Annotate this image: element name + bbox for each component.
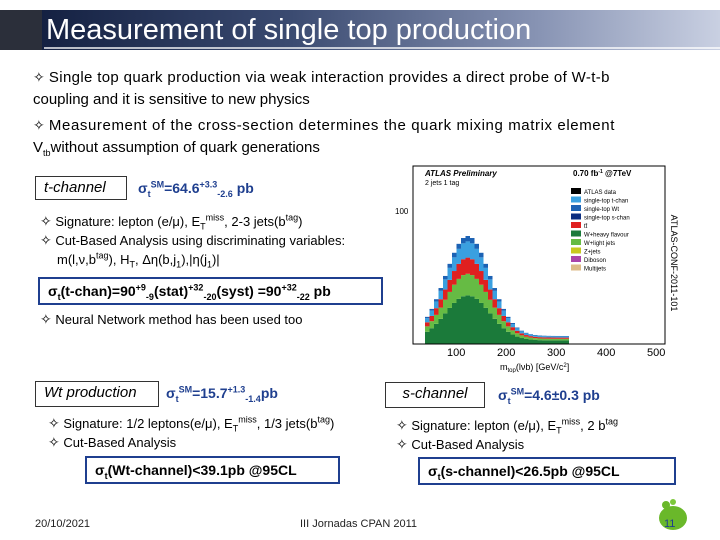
histogram-bar [425, 332, 430, 344]
histogram-bar [488, 313, 493, 344]
legend-entry: single-top t-chan [584, 198, 629, 205]
histogram-bar [524, 333, 529, 334]
histogram-bar [484, 292, 489, 308]
wt-sm-xsec: $\sigma_t℠=15.7^{+1.3}_{-1.4}pb$ [166, 384, 278, 404]
histogram-bar [538, 336, 543, 337]
bullet-star-icon: ✧ [396, 436, 408, 452]
histogram-bar [439, 308, 444, 319]
bullet-star-icon: ✧ [40, 311, 52, 327]
histogram-bar [556, 339, 561, 341]
bullet-star-icon: ✧ [40, 232, 52, 248]
histogram-bar [461, 275, 466, 296]
intro-bullet-1: ✧ Single top quark production via weak interaction provides a direct probe of W-t-b coupling and it is sensitive to new physics [33, 69, 610, 108]
histogram-bar [538, 337, 543, 338]
x-tick-label: 200 [497, 347, 516, 359]
s-channel-label-box: s-channel [385, 382, 485, 408]
bullet-star-icon: ✧ [48, 415, 60, 431]
histogram-bar [430, 311, 435, 316]
plot-header-right: 0.70 $fb^{-1}$ @7TeV [573, 169, 632, 178]
histogram-bar [542, 340, 547, 344]
histogram-bar [479, 303, 484, 344]
s-channel-result-box: $\sigma_t(s-channel)<26.5pb$ @95CL [418, 457, 676, 485]
histogram-bar [520, 333, 525, 335]
histogram-bar [511, 330, 516, 334]
histogram-bar [542, 336, 547, 337]
histogram-bar [439, 299, 444, 307]
t-channel-cut-based: ✧ Cut-Based Analysis using discriminating variables: [40, 232, 346, 248]
histogram-bar [461, 238, 466, 243]
legend-swatch [571, 265, 581, 271]
title-underline [44, 47, 720, 49]
histogram-bar [452, 271, 457, 285]
histogram-bar [448, 280, 453, 292]
page-number: 11 [664, 518, 676, 530]
histogram-bar [466, 274, 471, 296]
histogram-bar [470, 238, 475, 243]
legend-swatch [571, 188, 581, 194]
histogram-bar [497, 299, 502, 301]
histogram-bar [484, 280, 489, 292]
histogram-bar [479, 271, 484, 285]
histogram-bar [497, 315, 502, 324]
histogram-bar [425, 317, 430, 318]
histogram-bar [430, 309, 435, 311]
histogram-bar [538, 338, 543, 340]
histogram-bar [533, 340, 538, 344]
histogram-bar [560, 338, 565, 339]
x-tick-label: 400 [597, 347, 616, 359]
title-bar-accent [0, 10, 42, 50]
histogram-bar [515, 328, 520, 330]
t-channel-variables: $m(l,\nu,b^{tag})$, $H_T$, $\Delta\eta(b,j_1),|\eta(j_1)|$ [57, 250, 220, 270]
histogram-bar [443, 300, 448, 314]
histogram-bar [488, 279, 493, 289]
intro-bullet-2: ✧ Measurement of the cross-section determines the quark mixing matrix element $V_{tb}without$ assumption of quark generations [33, 117, 615, 158]
histogram-bar [502, 321, 507, 328]
histogram-bar [551, 339, 556, 341]
histogram-bar [493, 319, 498, 344]
bullet-star-icon: ✧ [396, 417, 408, 433]
histogram-bar [479, 285, 484, 303]
histogram-bar [560, 339, 565, 341]
legend-entry: W+light jets [584, 241, 616, 247]
histogram-bar [470, 259, 475, 275]
histogram-bar [430, 321, 435, 328]
histogram-bar [493, 299, 498, 307]
histogram-bar [457, 244, 462, 249]
t-channel-details [40, 212, 390, 269]
atlas-plot-svg [395, 158, 667, 373]
histogram-bar [452, 303, 457, 344]
legend-swatch [571, 197, 581, 203]
legend-swatch [571, 231, 581, 237]
histogram-bar [493, 291, 498, 299]
histogram-bar [506, 317, 511, 318]
histogram-bar [511, 335, 516, 344]
histogram-bar [506, 322, 511, 326]
histogram-bar [439, 319, 444, 344]
histogram-bar [457, 264, 462, 279]
histogram-bar [502, 316, 507, 321]
plot-x-axis-label: $m_{top}(l\nu b)$ $[GeV/c^2]$ [500, 362, 570, 373]
t-channel-result-box: $\sigma_t(t-chan)=90^{+9}_{-9}(stat)^{+32}_{-20}(syst) =90^{+32}_{-22}$ pb [38, 277, 383, 305]
legend-entry: Diboson [584, 258, 607, 264]
s-channel-cut-based: ✧ Cut-Based Analysis [396, 436, 525, 452]
legend-entry: W+heavy flavour [584, 232, 629, 239]
histogram-bar [479, 253, 484, 258]
plot-header-left-2: 2 jets 1 tag [425, 180, 460, 187]
histogram-bar [556, 338, 561, 339]
histogram-bar [439, 291, 444, 299]
histogram-bar [434, 315, 439, 324]
histogram-bar [425, 322, 430, 326]
t-channel-nn-note: ✧ Neural Network method has been used too [40, 311, 303, 327]
histogram-bar [529, 335, 534, 336]
x-tick-label: 500 [647, 347, 666, 359]
histogram-bar [457, 249, 462, 264]
histogram-bar [443, 290, 448, 300]
histogram-bar [461, 243, 466, 259]
histogram-bar [466, 241, 471, 257]
histogram-bar [484, 308, 489, 344]
histogram-bar [479, 257, 484, 271]
histogram-bar [448, 264, 453, 268]
histogram-bar [547, 339, 552, 341]
histogram-bar [425, 326, 430, 331]
histogram-bar [443, 276, 448, 279]
histogram-bar [560, 336, 565, 337]
histogram-bar [565, 340, 570, 344]
histogram-bar [565, 336, 570, 337]
histogram-bar [475, 264, 480, 279]
histogram-bar [461, 296, 466, 344]
histogram-bar [538, 340, 543, 344]
histogram-bar [448, 308, 453, 344]
histogram-bar [430, 328, 435, 344]
histogram-bar [466, 258, 471, 274]
histogram-bar [452, 257, 457, 271]
histogram-bar [515, 328, 520, 329]
histogram-bar [506, 318, 511, 322]
histogram-bar [497, 308, 502, 315]
t-channel-signature: ✧ Signature: lepton (e/μ), $E_T^{miss}$, 2-3 $jets(b^{tag})$ [40, 212, 303, 232]
histogram-bar [488, 276, 493, 279]
histogram-bar [434, 308, 439, 315]
histogram-bar [439, 288, 444, 291]
bullet-star-icon: ✧ [40, 213, 52, 229]
legend-entry: ATLAS data [584, 190, 616, 196]
histogram-bar [506, 332, 511, 344]
histogram-bar [520, 331, 525, 333]
histogram-bar [448, 292, 453, 308]
histogram-bar [466, 295, 471, 344]
histogram-bar [470, 243, 475, 259]
histogram-bar [434, 299, 439, 301]
atlas-mtop-plot [395, 158, 667, 373]
histogram-bar [425, 318, 430, 322]
histogram-bar [520, 338, 525, 344]
histogram-bar [475, 244, 480, 249]
histogram-bar [515, 331, 520, 333]
histogram-bar [565, 338, 570, 339]
legend-entry: single-top Wt [584, 207, 620, 213]
wt-cut-based: ✧ Cut-Based Analysis [48, 434, 177, 450]
histogram-bar [556, 336, 561, 337]
histogram-bar [511, 324, 516, 327]
histogram-bar [529, 336, 534, 337]
x-tick-label: 100 [447, 347, 466, 359]
histogram-bar [443, 313, 448, 344]
histogram-bar [551, 338, 556, 339]
histogram-bar [547, 337, 552, 338]
histogram-bar [533, 337, 538, 338]
histogram-bar [493, 308, 498, 319]
histogram-bar [524, 337, 529, 339]
histogram-bar [520, 335, 525, 338]
histogram-bar [533, 338, 538, 340]
histogram-bar [542, 337, 547, 338]
histogram-bar [452, 285, 457, 303]
histogram-bar [506, 326, 511, 331]
wt-result-box: $\sigma_t(Wt-channel)<39.1pb$ @95CL [85, 456, 340, 484]
histogram-bar [461, 259, 466, 275]
legend-swatch [571, 222, 581, 228]
histogram-bar [524, 335, 529, 337]
histogram-bar [434, 301, 439, 308]
histogram-bar [457, 299, 462, 344]
plot-side-label: ATLAS-CONF-2011-101 [669, 214, 679, 312]
histogram-bar [529, 340, 534, 344]
x-tick-label: 300 [547, 347, 566, 359]
plot-side-label-container [667, 160, 681, 370]
histogram-bar [475, 299, 480, 344]
histogram-bar [457, 279, 462, 299]
histogram-bar [470, 296, 475, 344]
histogram-bar [484, 268, 489, 280]
footer-event: III Jornadas CPAN 2011 [300, 518, 417, 530]
t-channel-label-box: t-channel [35, 176, 127, 200]
t-channel-sm-xsec: $\sigma_t℠=64.6^{+3.3}_{-2.6}$ pb [138, 179, 254, 199]
histogram-bar [488, 290, 493, 300]
bullet-star-icon: ✧ [33, 69, 45, 85]
histogram-bar [515, 337, 520, 344]
histogram-bar [488, 300, 493, 314]
bullet-star-icon: ✧ [33, 117, 45, 133]
page-title: Measurement of single top production [46, 14, 532, 46]
bullet-star-icon: ✧ [48, 434, 60, 450]
histogram-bar [470, 275, 475, 296]
wt-details [48, 414, 388, 452]
histogram-bar [497, 301, 502, 308]
histogram-bar [502, 311, 507, 316]
plot-y-tick-100: 100 [395, 207, 409, 216]
histogram-bar [533, 335, 538, 336]
histogram-bar [475, 279, 480, 299]
histogram-bar [524, 333, 529, 335]
footer-date: 20/10/2021 [35, 518, 91, 530]
histogram-bar [443, 279, 448, 289]
histogram-bar [475, 249, 480, 264]
histogram-bar [542, 339, 547, 341]
histogram-bar [452, 253, 457, 258]
s-channel-signature: ✧ Signature: lepton (e/μ), $E_T^{miss}$, 2 $b^{tag}$ [396, 416, 618, 436]
histogram-bar [466, 236, 471, 241]
histogram-bar [565, 339, 570, 341]
histogram-bar [434, 324, 439, 344]
histogram-bar [430, 316, 435, 321]
histogram-bar [493, 288, 498, 291]
histogram-bar [497, 324, 502, 344]
legend-swatch [571, 248, 581, 254]
histogram-bar [547, 336, 552, 337]
histogram-bar [524, 339, 529, 344]
histogram-bar [515, 333, 520, 336]
legend-swatch [571, 239, 581, 245]
histogram-bar [448, 268, 453, 280]
legend-entry: Multijets [584, 266, 607, 273]
legend-swatch [571, 256, 581, 262]
s-channel-details [396, 416, 716, 454]
histogram-bar [511, 323, 516, 324]
histogram-bar [547, 340, 552, 344]
histogram-bar [560, 340, 565, 344]
histogram-bar [556, 340, 561, 344]
histogram-bar [484, 264, 489, 268]
legend-entry: single-top s-chan [584, 215, 630, 222]
histogram-bar [502, 309, 507, 311]
plot-header-left: ATLAS Preliminary [425, 169, 497, 178]
legend-entry: Z+jets [584, 249, 601, 256]
wt-label-box: Wt production [35, 381, 159, 407]
histogram-bar [502, 328, 507, 344]
wt-signature: ✧ Signature: 1/2 leptons(e/μ), $E_T^{miss}$, 1/3 $jets(b^{tag})$ [48, 414, 335, 434]
legend-swatch [571, 205, 581, 211]
histogram-bar [551, 336, 556, 337]
legend-swatch [571, 214, 581, 220]
histogram-bar [529, 338, 534, 340]
legend-entry: tt̄ [584, 224, 588, 230]
histogram-bar [551, 340, 556, 344]
s-channel-sm-xsec: $\sigma_t℠=4.6\pm 0.3$ pb [498, 386, 600, 406]
histogram-bar [520, 331, 525, 332]
histogram-bar [511, 327, 516, 330]
